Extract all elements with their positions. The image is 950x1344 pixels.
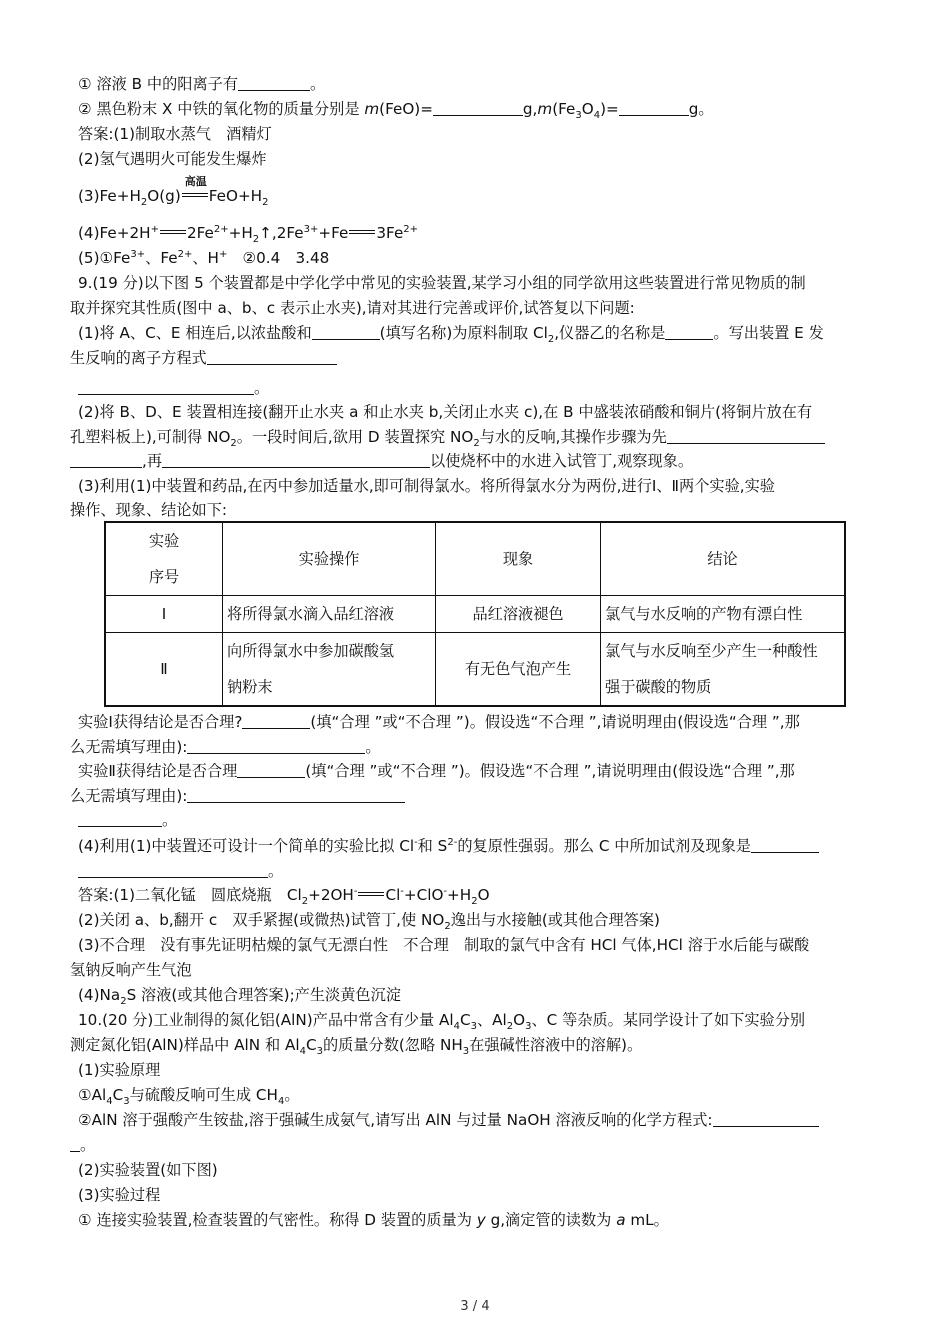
question-9-part-2: (2)将 B、D、E 装置相连接(翻开止水夹 a 和止水夹 b,关闭止水夹 c),在 B 中盛装浓硝酸和铜片(将铜片放在有 xyxy=(78,403,813,421)
answer-blank[interactable] xyxy=(78,811,162,827)
table-row xyxy=(105,596,845,633)
question-9-part-2-cont: 孔塑料板上),可制得 $NO_2$。一段时间后,欲用 D 装置探究 $NO_2$与水的反响,其操作步骤为先 xyxy=(70,427,825,447)
question-9-part-1-cont: 生反响的离子方程式 xyxy=(70,348,337,368)
answer-blank[interactable] xyxy=(238,75,310,91)
answer-blank[interactable] xyxy=(242,713,310,729)
answer-blank[interactable] xyxy=(187,738,365,754)
answer-blank[interactable] xyxy=(78,862,268,878)
cell-phenomenon: 有无色气泡产生 xyxy=(436,633,601,707)
question-10-principle-1: $①Al_4C_3$与硫酸反响可生成 $CH_4$。 xyxy=(78,1086,300,1108)
answer-blank[interactable] xyxy=(665,324,713,340)
question-9-part-3: (3)利用(1)中装置和药品,在丙中参加适量水,即可制得氯水。将所得氯水分为两份,进行Ⅰ、Ⅱ两个实验,实验 xyxy=(78,477,775,495)
experiment-2-question: 实验Ⅱ获得结论是否合理 (填“合理 ”或“不合理 ”)。假设选“不合理 ”,请说明理由(假设选“合理 ”,那 xyxy=(78,762,795,780)
experiment-2-question-cont: 么无需填写理由): xyxy=(70,786,405,806)
cell-conclusion: 氯气与水反响的产物有漂白性 xyxy=(601,596,846,633)
question-10-part-1: (1)实验原理 xyxy=(78,1061,161,1079)
answer-blank[interactable] xyxy=(619,100,689,116)
question-10-principle-2: ②AlN 溶于强酸产生铵盐,溶于强碱生成氨气,请写出 AlN 与过量 NaOH 溶液反响的化学方程式: xyxy=(78,1110,819,1130)
question-9-intro: 9.(19 分)以下图 5 个装置都是中学化学中常见的实验装置,某学习小组的同学欲用这些装置进行常见物质的制 xyxy=(78,274,806,292)
header-cell-phenomenon: 现象 xyxy=(436,522,601,596)
cell-number: Ⅰ xyxy=(105,596,223,633)
experiment-1-question: 实验Ⅰ获得结论是否合理? (填“合理 ”或“不合理 ”)。假设选“不合理 ”,请说明理由(假设选“合理 ”,那 xyxy=(78,713,800,731)
answer-9-line-2: (2)关闭 a、b,翻开 c 双手紧握(或微热)试管丁,使 $NO_2$逸出与水接触(或其他合理答案) xyxy=(78,911,660,933)
cell-number: Ⅱ xyxy=(105,633,223,707)
question-10-principle-2-cont: 。 xyxy=(70,1135,95,1155)
answer-blank[interactable] xyxy=(70,1136,80,1152)
answer-9-line-4: $(4)Na_2S$ 溶液(或其他合理答案);产生淡黄色沉淀 xyxy=(78,986,401,1008)
answer-blank[interactable] xyxy=(667,428,825,444)
question-10-intro: 10.(20 分)工业制得的氮化铝(AlN)产品中常含有少量 $Al_4C_3$、$Al_2O_3$、C 等杂质。某同学设计了如下实验分别 xyxy=(78,1011,806,1033)
question-9-intro-cont: 取并探究其性质(图中 a、b、c 表示止水夹),请对其进行完善或评价,试答复以下问题: xyxy=(70,299,635,317)
question-9-part-1: (1)将 A、C、E 相连后,以浓盐酸和 (填写名称)为原料制取 $Cl_2$,仪器乙的名称是 。写出装置 E 发 xyxy=(78,324,824,346)
cell-phenomenon: 品红溶液褪色 xyxy=(436,596,601,633)
answer-blank[interactable] xyxy=(187,787,405,803)
answer-line-3: $(3)Fe+H_2O(g)$ 高温 $FeO+H_2$ xyxy=(78,175,269,209)
answer-blank[interactable] xyxy=(207,349,337,365)
question-9-part-4: (4)利用(1)中装置还可设计一个简单的实验比拟 Cl-和 $S^{2-}$的复原性强弱。那么 C 中所加试剂及现象是 xyxy=(78,836,819,856)
table-row xyxy=(105,633,845,707)
question-9-part-4-blank: 。 xyxy=(78,861,283,881)
answer-line-4: (4)Fe+2H+ $2Fe^{2+}+H_2↑,2Fe^{3+}+Fe$ $3Fe^{2+}$ xyxy=(78,223,419,246)
question-8-part-2: ② 黑色粉末 X 中铁的氧化物的质量分别是 $m(FeO)= g,m(Fe_3O_4)= g$。 xyxy=(78,100,714,122)
question-10-part-2: (2)实验装置(如下图) xyxy=(78,1161,218,1179)
header-cell-number: 实验 序号 xyxy=(105,522,223,596)
experiment-table xyxy=(104,521,846,707)
question-10-intro-cont: 测定氮化铝(AlN)样品中 AlN 和 $Al_4C_3$的质量分数(忽略 $NH_3$在强碱性溶液中的溶解)。 xyxy=(70,1036,643,1058)
header-cell-operation: 实验操作 xyxy=(223,522,436,596)
cell-operation: 将所得氯水滴入品红溶液 xyxy=(223,596,436,633)
answer-blank[interactable] xyxy=(713,1111,819,1127)
answer-9-line-1: 答案:(1)二氧化锰 圆底烧瓶 $Cl_2+2OH^-$ $Cl^-+ClO^-+H_2O$ xyxy=(78,885,490,908)
answer-9-line-3-cont: 氢钠反响产生气泡 xyxy=(70,961,192,979)
answer-blank[interactable] xyxy=(78,379,254,395)
answer-line-5: $(5)①Fe^{3+}$、$Fe^{2+}$、H+ ②0.4 3.48 xyxy=(78,248,330,267)
answer-line-1: 答案:(1)制取水蒸气 酒精灯 xyxy=(78,125,272,143)
question-9-part-1-blank: 。 xyxy=(78,378,269,398)
answer-blank[interactable] xyxy=(237,762,305,778)
question-9-part-3-cont: 操作、现象、结论如下: xyxy=(70,501,227,519)
question-9-part-2-cont2: ,再 以使烧杯中的水进入试管丁,观察现象。 xyxy=(70,451,693,471)
page-number: 3 / 4 xyxy=(460,1299,490,1314)
experiment-1-question-cont: 么无需填写理由): 。 xyxy=(70,738,381,756)
question-10-part-3: (3)实验过程 xyxy=(78,1186,161,1204)
answer-blank[interactable] xyxy=(70,452,142,468)
answer-blank[interactable] xyxy=(312,324,380,340)
question-10-step-1: ① 连接实验装置,检查装置的气密性。称得 D 装置的质量为 y g,滴定管的读数为 a mL。 xyxy=(78,1211,669,1229)
cell-conclusion: 氯气与水反响至少产生一种酸性 强于碳酸的物质 xyxy=(601,633,846,707)
question-8-part-1: ① 溶液 B 中的阳离子有 。 xyxy=(78,75,326,93)
experiment-2-blank: 。 xyxy=(78,810,177,830)
cell-operation: 向所得氯水中参加碳酸氢 钠粉末 xyxy=(223,633,436,707)
header-cell-conclusion: 结论 xyxy=(601,522,846,596)
table-header-row xyxy=(105,522,845,596)
answer-blank[interactable] xyxy=(751,837,819,853)
answer-line-2: (2)氢气遇明火可能发生爆炸 xyxy=(78,150,267,168)
answer-blank[interactable] xyxy=(162,452,430,468)
answer-9-line-3: (3)不合理 没有事先证明枯燥的氯气无漂白性 不合理 制取的氯气中含有 HCl 气体,HCl 溶于水后能与碳酸 xyxy=(78,936,810,954)
answer-blank[interactable] xyxy=(433,100,523,116)
